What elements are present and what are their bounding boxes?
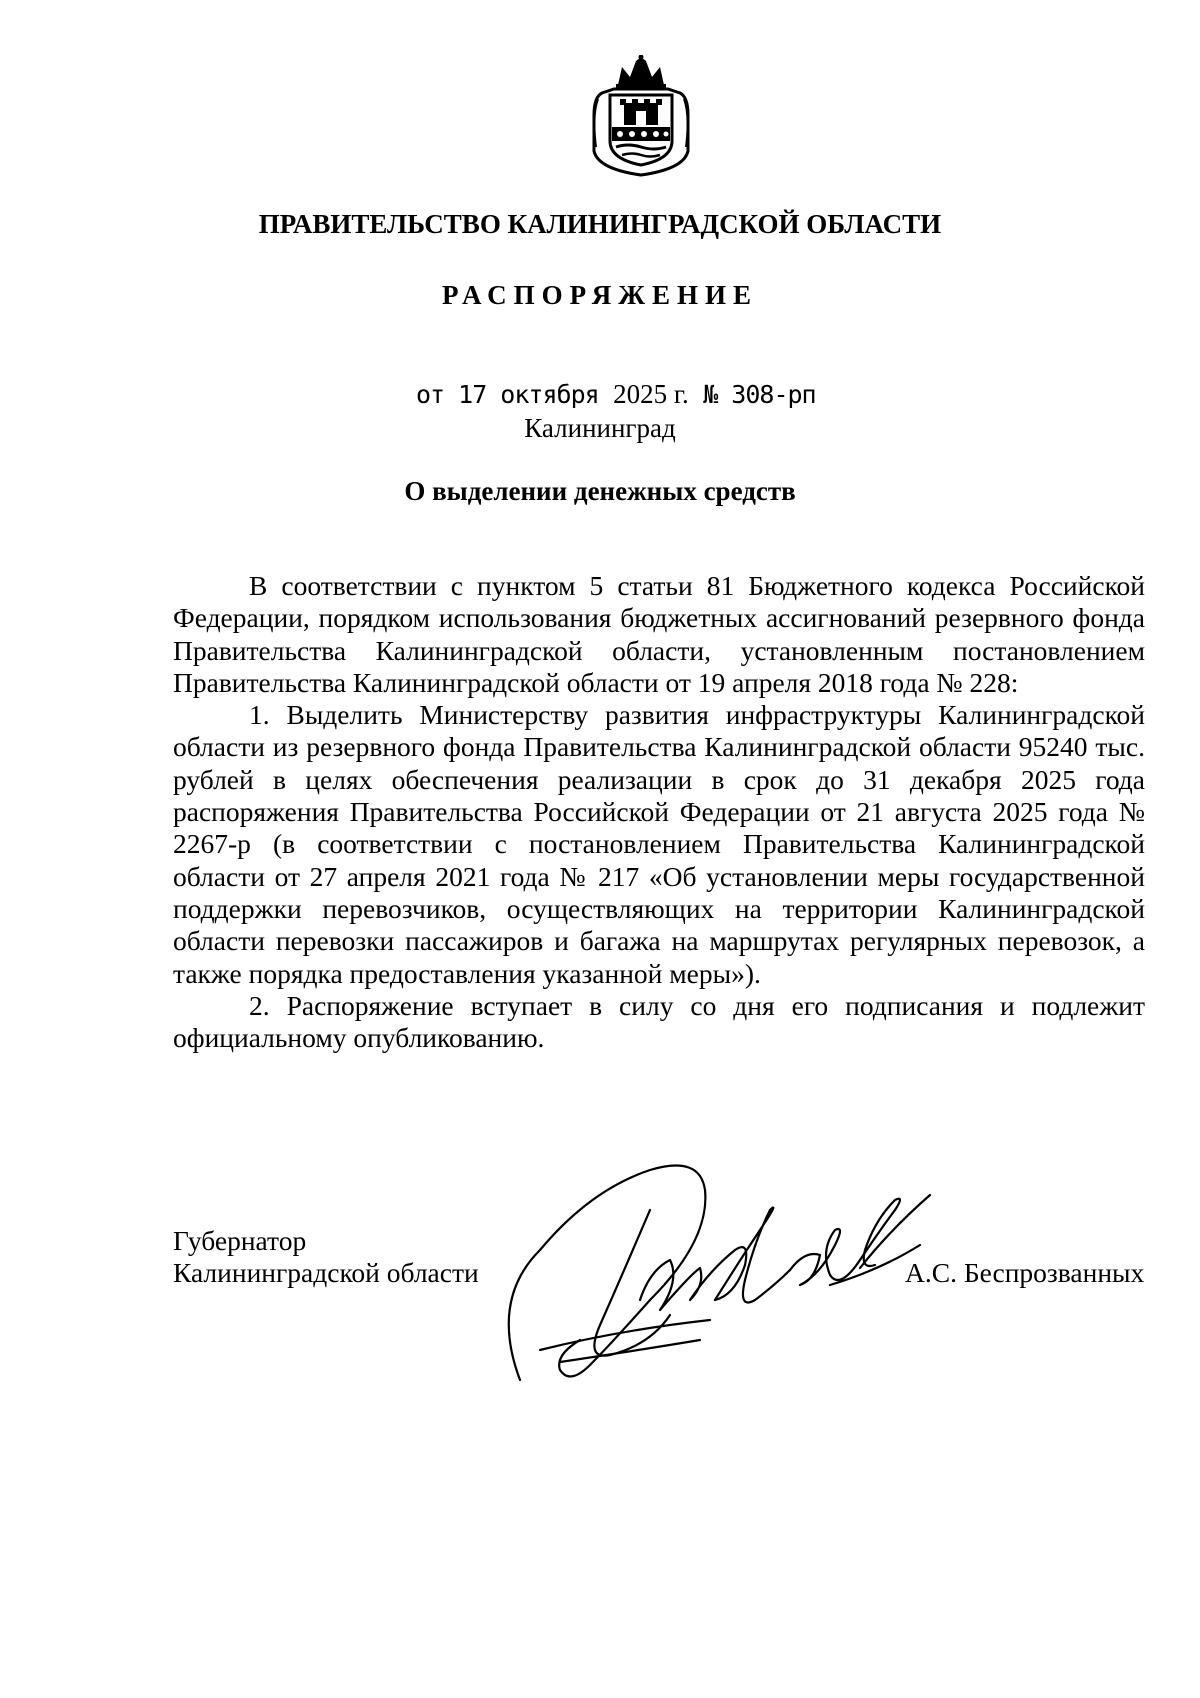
signatory-name: А.С. Беспрозванных — [905, 1257, 1145, 1288]
document-type: РАСПОРЯЖЕНИЕ — [441, 280, 759, 310]
signatory-position-line-2: Калининградской области — [173, 1257, 479, 1288]
preamble-paragraph: В соответствии с пунктом 5 статьи 81 Бюджетного кодекса Российской Федерации, порядком использования бюджетных ассигнований резервного фонда Правительства Калининградской области, установленным постановлением Правительства Калининградской области от 19 апреля 2018 года № 228: — [173, 570, 1145, 698]
document-number: № 308-рп — [703, 380, 816, 409]
organization-title: ПРАВИТЕЛЬСТВО КАЛИНИНГРАДСКОЙ ОБЛАСТИ — [258, 209, 942, 239]
clause-2-paragraph: 2. Распоряжение вступает в силу со дня его подписания и подлежит официальному опубликованию. — [173, 989, 1145, 1054]
document-city: Калининград — [524, 413, 676, 443]
document-subject: О выделении денежных средств — [404, 476, 796, 506]
clause-1-paragraph: 1. Выделить Министерству развития инфраструктуры Калининградской области из резервного фонда Правительства Калининградской области 95240 тыс. рублей в целях обеспечения реализации в срок до 31 декабря 2025 года распоряжения Правительства Российской Федерации от 21 августа 2025 года № 2267-р (в соответствии с постановлением Правительства Калининградской области от 27 апреля 2021 года № 217 «Об установлении меры государственной поддержки перевозчиков, осуществляющих на территории Калининградской области перевозки пассажиров и багажа на маршрутах регулярных перевозок, а также порядка предоставления указанной меры»). — [173, 699, 1145, 989]
date-line — [416, 378, 816, 411]
handwritten-signature — [500, 1150, 940, 1410]
document-year: 2025 г. — [613, 379, 689, 409]
document-date: от 17 октября — [416, 380, 599, 409]
signatory-position — [173, 1225, 479, 1289]
signatory-position-line-1: Губернатор — [173, 1225, 307, 1256]
document-body — [173, 570, 1145, 1054]
coat-of-arms-icon — [588, 55, 694, 177]
